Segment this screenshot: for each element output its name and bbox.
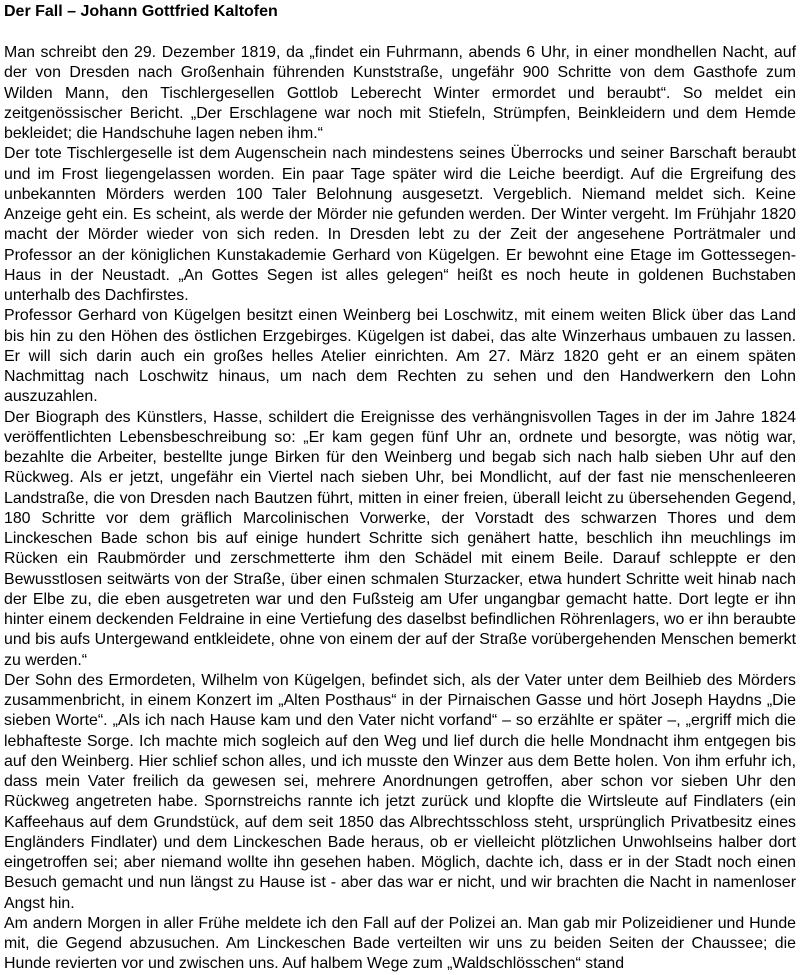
document-title: Der Fall – Johann Gottfried Kaltofen: [4, 3, 278, 20]
title-spacer: [4, 22, 796, 43]
paragraph-3: Professor Gerhard von Kügelgen besitzt einen Weinberg bei Loschwitz, mit einem weiten Blick über das Land bis hin zu den Höhen des östlichen Erzgebirges. Kügelgen ist dabei, das alte Winzerhaus umbauen zu lassen. Er will sich darin auch ein großes helles Atelier einrichten. Am 27. März 1820 geht er an einem späten Nachmittag nach Loschwitz hinaus, um nach dem Rechten zu sehen und den Handwerkern den Lohn auszuzahlen.: [4, 307, 796, 406]
paragraph-5: Der Sohn des Ermordeten, Wilhelm von Kügelgen, befindet sich, als der Vater unter dem Beilhieb des Mörders zusammenbricht, in einem Konzert im „Alten Posthaus“ in der Pirnaischen Gasse und hört Joseph Haydns „Die sieben Worte“. „Als ich nach Hause kam und den Vater nicht vorfand“ – so erzählte er später –, „ergriff mich die lebhafteste Sorge. Ich machte mich sogleich auf den Weg und lief durch die helle Mondnacht ihm entgegen bis auf den Weinberg. Hier schlief schon alles, und ich musste den Winzer aus dem Bette holen. Von ihm erfuhr ich, dass mein Vater freilich da gewesen sei, mehrere Anordnungen getroffen, aber schon vor sieben Uhr den Rückweg angetreten habe. Spornstreichs rannte ich jetzt zurück und klopfte die Wirtsleute auf Findlaters (ein Kaffeehaus auf dem Grundstück, auf dem seit 1850 das Albrechtsschloss steht, ursprünglich Privatbesitz eines Engländers Findlater) und dem Linckeschen Bade heraus, ob er vielleicht plötzlichen Unwohlseins halber dort eingetroffen sei; aber niemand wollte ihn gesehen haben. Möglich, dachte ich, dass er in der Stadt noch einen Besuch gemacht und nun längst zu Hause ist - aber das war er nicht, und wir brachten die Nacht in namenloser Angst hin.: [4, 671, 796, 912]
document-page: [4, 0, 796, 975]
paragraph-4: Der Biograph des Künstlers, Hasse, schildert die Ereignisse des verhängnisvollen Tages in der im Jahre 1824 veröffentlichten Lebensbeschreibung so: „Er kam gegen fünf Uhr an, ordnete und besorgte, was nötig war, bezahlte die Arbeiter, bestellte junge Birken für den Weinberg und begab sich nach halb sieben Uhr auf den Rückweg. Als er jetzt, ungefähr ein Viertel nach sieben Uhr, bei Mondlicht, auf der fast nie menschenleeren Landstraße, die von Dresden nach Bautzen führt, mitten in einer freien, überall leicht zu übersehenden Gegend, 180 Schritte vor dem gräflich Marcolinischen Vorwerke, der Vorstadt des schwarzen Thores und dem Linckeschen Bade schon bis auf einige hundert Schritte sich genähert hatte, beschlich ihn meuchlings im Rücken ein Raubmörder und zerschmetterte ihm den Schädel mit einem Beile. Darauf schleppte er den Bewusstlosen seitwärts von der Straße, über einen schmalen Sturzacker, etwa hundert Schritte weit hinab nach der Elbe zu, die eben ausgetreten war und den Fußsteig am Ufer ungangbar gemacht hatte. Dort legte er ihn hinter einem deckenden Feldraine in eine Vertiefung des daselbst befindlichen Röhrenlagers, wo er ihn beraubte und bis aufs Untergewand entkleidete, ohne von einem der auf der Straße vorübergehenden Menschen bemerkt zu werden.“: [4, 408, 796, 669]
paragraph-1: Man schreibt den 29. Dezember 1819, da „findet ein Fuhrmann, abends 6 Uhr, in einer mondhellen Nacht, auf der von Dresden nach Großenhain führenden Kunststraße, ungefähr 900 Schritte von dem Gasthofe zum Wilden Mann, den Tischlergesellen Gottlob Leberecht Winter ermordet und beraubt“. So meldet ein zeitgenössischer Bericht. „Der Erschlagene war noch mit Stiefeln, Strümpfen, Beinkleidern und dem Hemde bekleidet; die Handschuhe lagen neben ihm.“: [4, 44, 796, 142]
paragraph-2: Der tote Tischlergeselle ist dem Augenschein nach mindestens seines Überrocks und seiner Barschaft beraubt und im Frost liegengelassen worden. Ein paar Tage später wird die Leiche beerdigt. Auf die Ergreifung des unbekannten Mörders werden 100 Taler Belohnung ausgesetzt. Vergeblich. Niemand meldet sich. Keine Anzeige geht ein. Es scheint, als werde der Mörder nie gefunden werden. Der Winter vergeht. Im Frühjahr 1820 macht der Mörder wieder von sich reden. In Dresden lebt zu der Zeit der angesehene Porträtmaler und Professor an der königlichen Kunstakademie Gerhard von Kügelgen. Er bewohnt eine Etage im Gottessegen-Haus in der Neustadt. „An Gottes Segen ist alles gelegen“ heißt es noch heute in goldenen Buchstaben unterhalb des Dachfirstes.: [4, 145, 796, 304]
paragraph-6: Am andern Morgen in aller Frühe meldete ich den Fall auf der Polizei an. Man gab mir Polizeidiener und Hunde mit, die Gegend abzusuchen. Am Linckeschen Bade verteilten wir uns zu beiden Seiten der Chaussee; die Hunde revierten vor und zwischen uns. Auf halbem Wege zum „Waldschlösschen“ stand: [4, 914, 796, 973]
